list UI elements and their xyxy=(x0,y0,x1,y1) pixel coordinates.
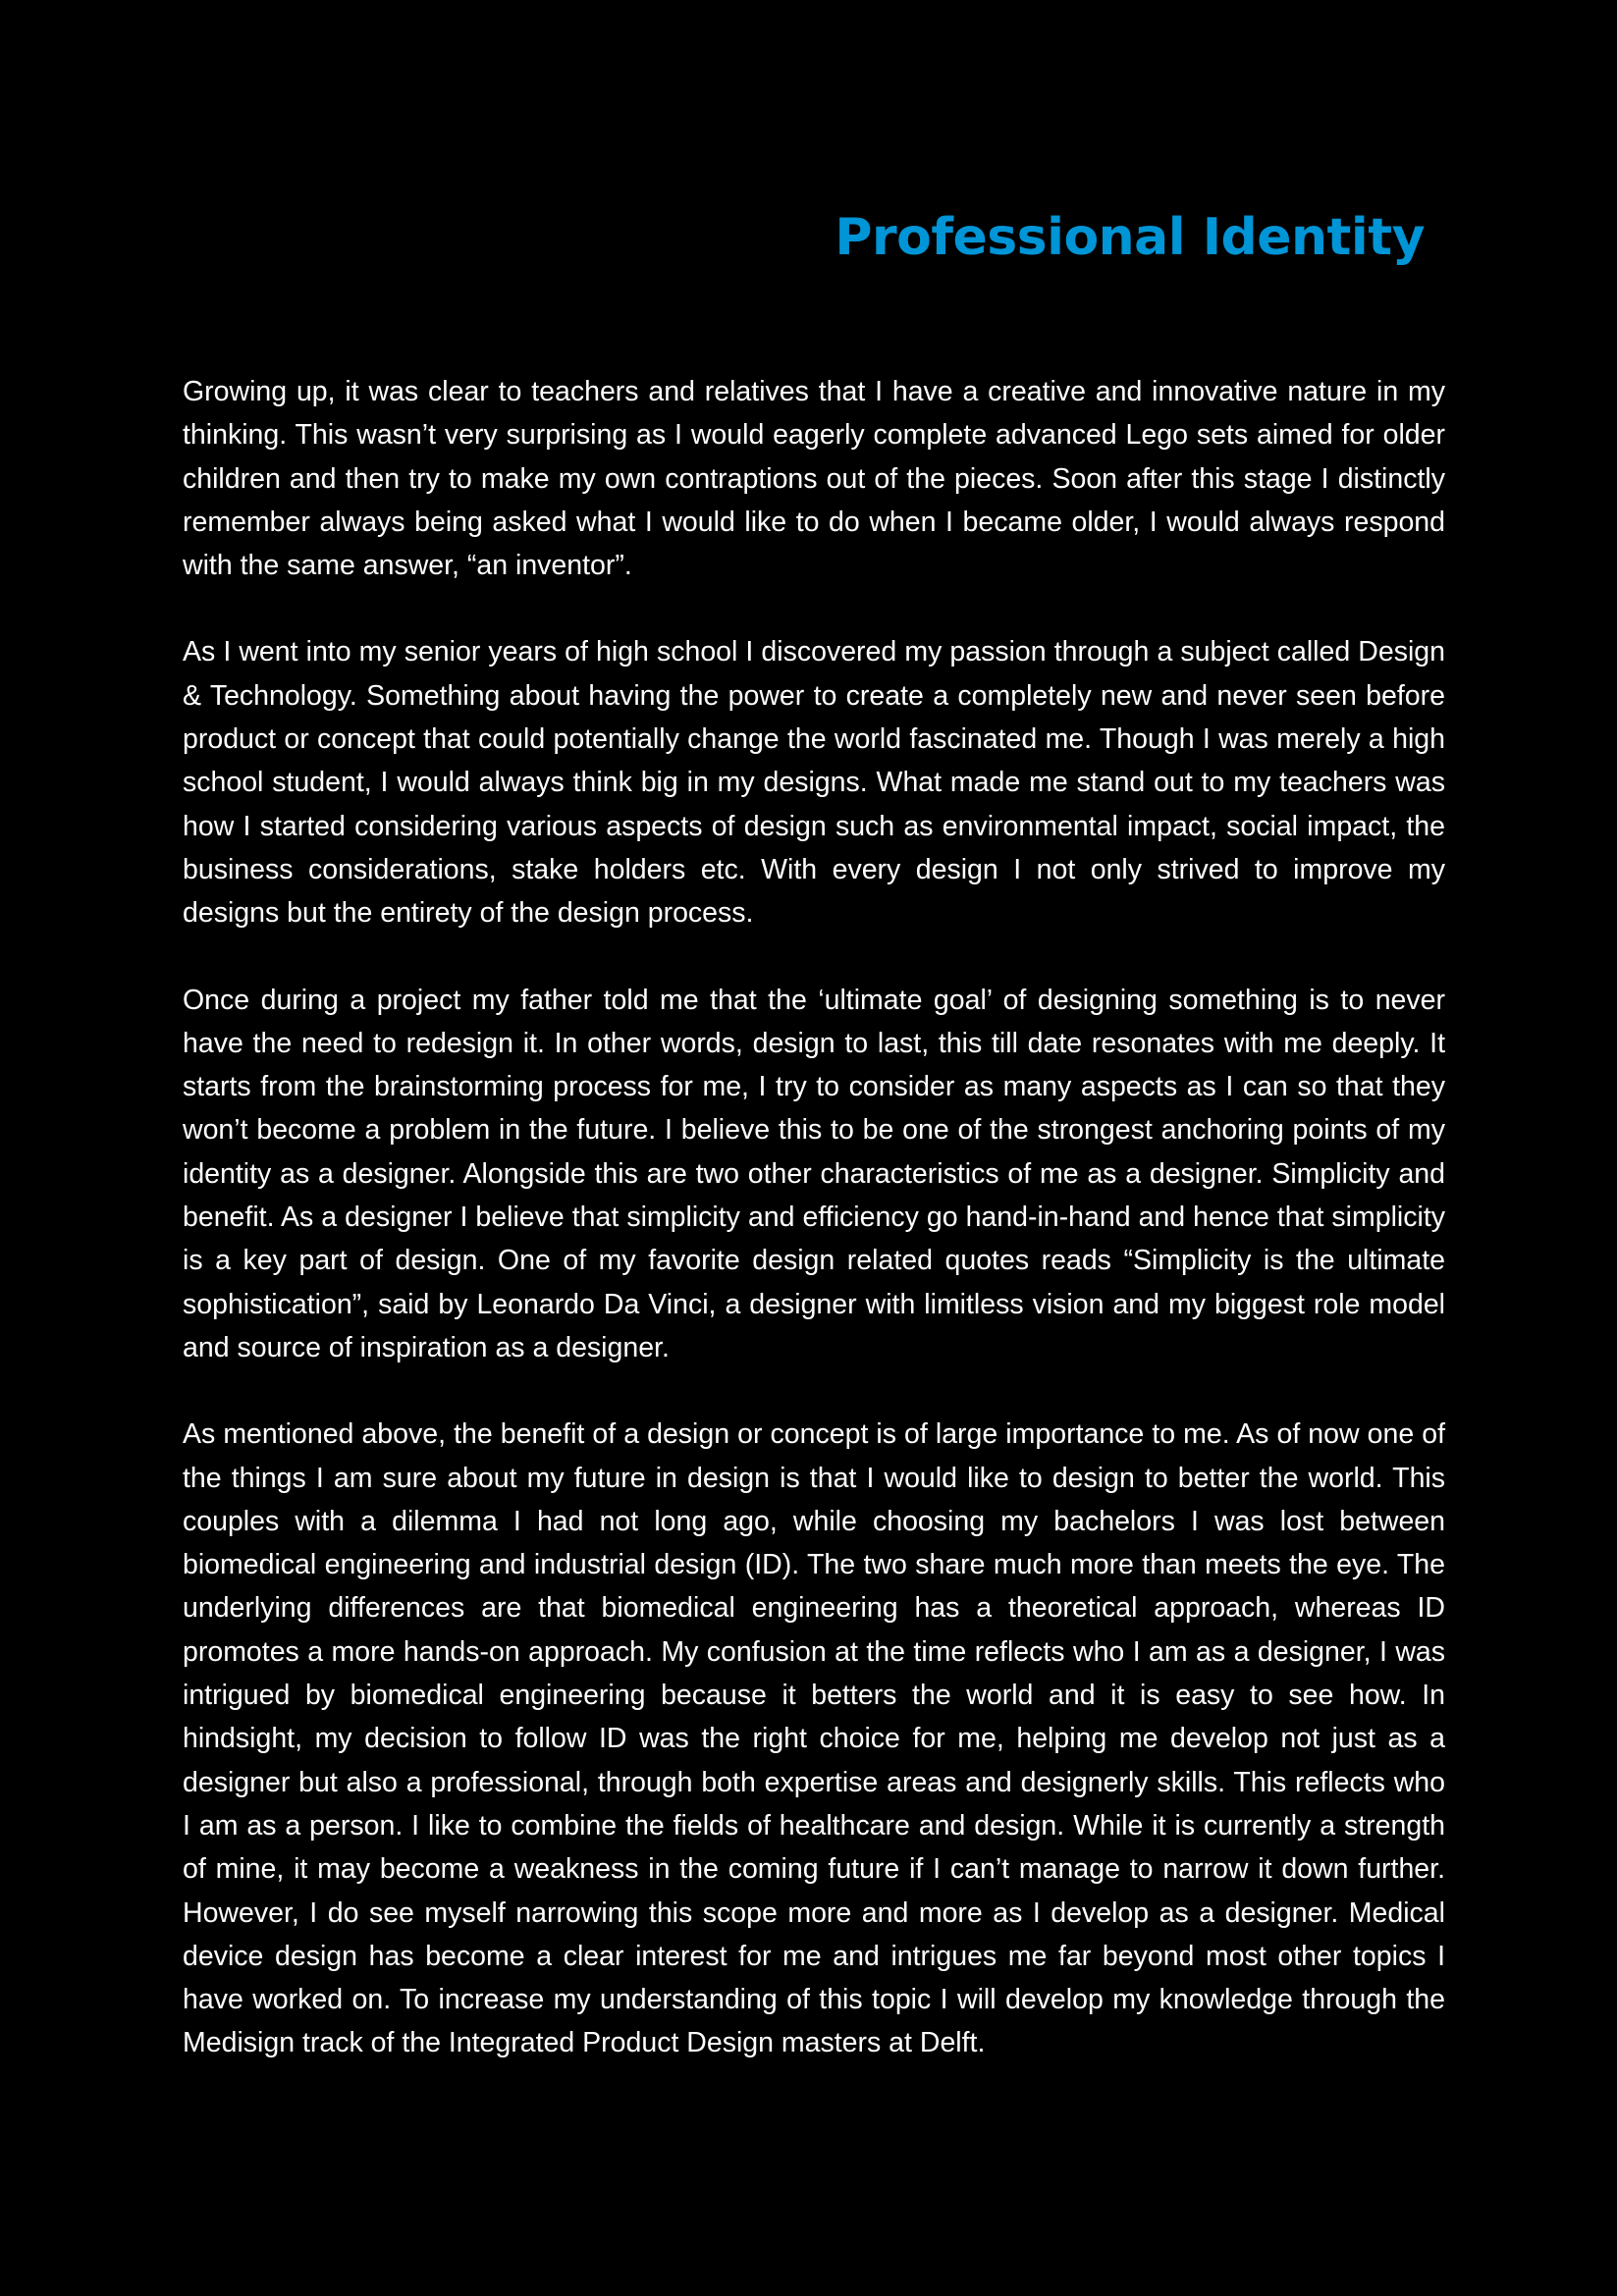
page-title: Professional Identity xyxy=(835,208,1425,267)
paragraph-design-to-last: Once during a project my father told me that the ‘ultimate goal’ of designing something is to never have the need to redesign it. In other words, design to last, this till date resonates with me deeply. It starts from the brainstorming process for me, I try to consider as many aspects as I can so that they won’t become a problem in the future. I believe this to be one of the strongest anchoring points of my identity as a designer. Alongside this are two other characteristics of me as a designer. Simplicity and benefit. As a designer I believe that simplicity and efficiency go hand-in-hand and hence that simplicity is a key part of design. One of my favorite design related quotes reads “Simplicity is the ultimate sophistication”, said by Leonardo Da Vinci, a designer with limitless vision and my biggest role model and source of inspiration as a designer. xyxy=(183,984,1445,1363)
paragraph-benefit-of-design: As mentioned above, the benefit of a design or concept is of large importance to me. As of now one of the things I am sure about my future in design is that I would like to design to better the world. This couples with a dilemma I had not long ago, while choosing my bachelors I was lost between biomedical engineering and industrial design (ID). The two share much more than meets the eye. The underlying differences are that biomedical engineering has a theoretical approach, whereas ID promotes a more hands-on approach. My confusion at the time reflects who I am as a designer, I was intrigued by biomedical engineering because it betters the world and it is easy to see how. In hindsight, my decision to follow ID was the right choice for me, helping me develop not just as a designer but also a professional, through both expertise areas and designerly skills. This reflects who I am as a person. I like to combine the fields of healthcare and design. While it is currently a strength of mine, it may become a weakness in the coming future if I can’t manage to narrow it down further. However, I do see myself narrowing this scope more and more as I develop as a designer. Medical device design has become a clear interest for me and intrigues me far beyond most other topics I have worked on. To increase my understanding of this topic I will develop my knowledge through the Medisign track of the Integrated Product Design masters at Delft. xyxy=(183,1418,1445,2059)
paragraph-growing-up: Growing up, it was clear to teachers and relatives that I have a creative and innovative nature in my thinking. This wasn’t very surprising as I would eagerly complete advanced Lego sets aimed for older children and then try to make my own contraptions out of the pieces. Soon after this stage I distinctly remember always being asked what I would like to do when I became older, I would always respond with the same answer, “an inventor”. xyxy=(183,376,1445,582)
paragraph-high-school: As I went into my senior years of high school I discovered my passion through a subject called Design & Technology. Something about having the power to create a completely new and never seen before product or concept that could potentially change the world fascinated me. Though I was merely a high school student, I would always think big in my designs. What made me stand out to my teachers was how I started considering various aspects of design such as environmental impact, social impact, the business considerations, stake holders etc. With every design I not only strived to improve my designs but the entirety of the design process. xyxy=(183,636,1445,930)
body-text xyxy=(183,370,1445,2065)
